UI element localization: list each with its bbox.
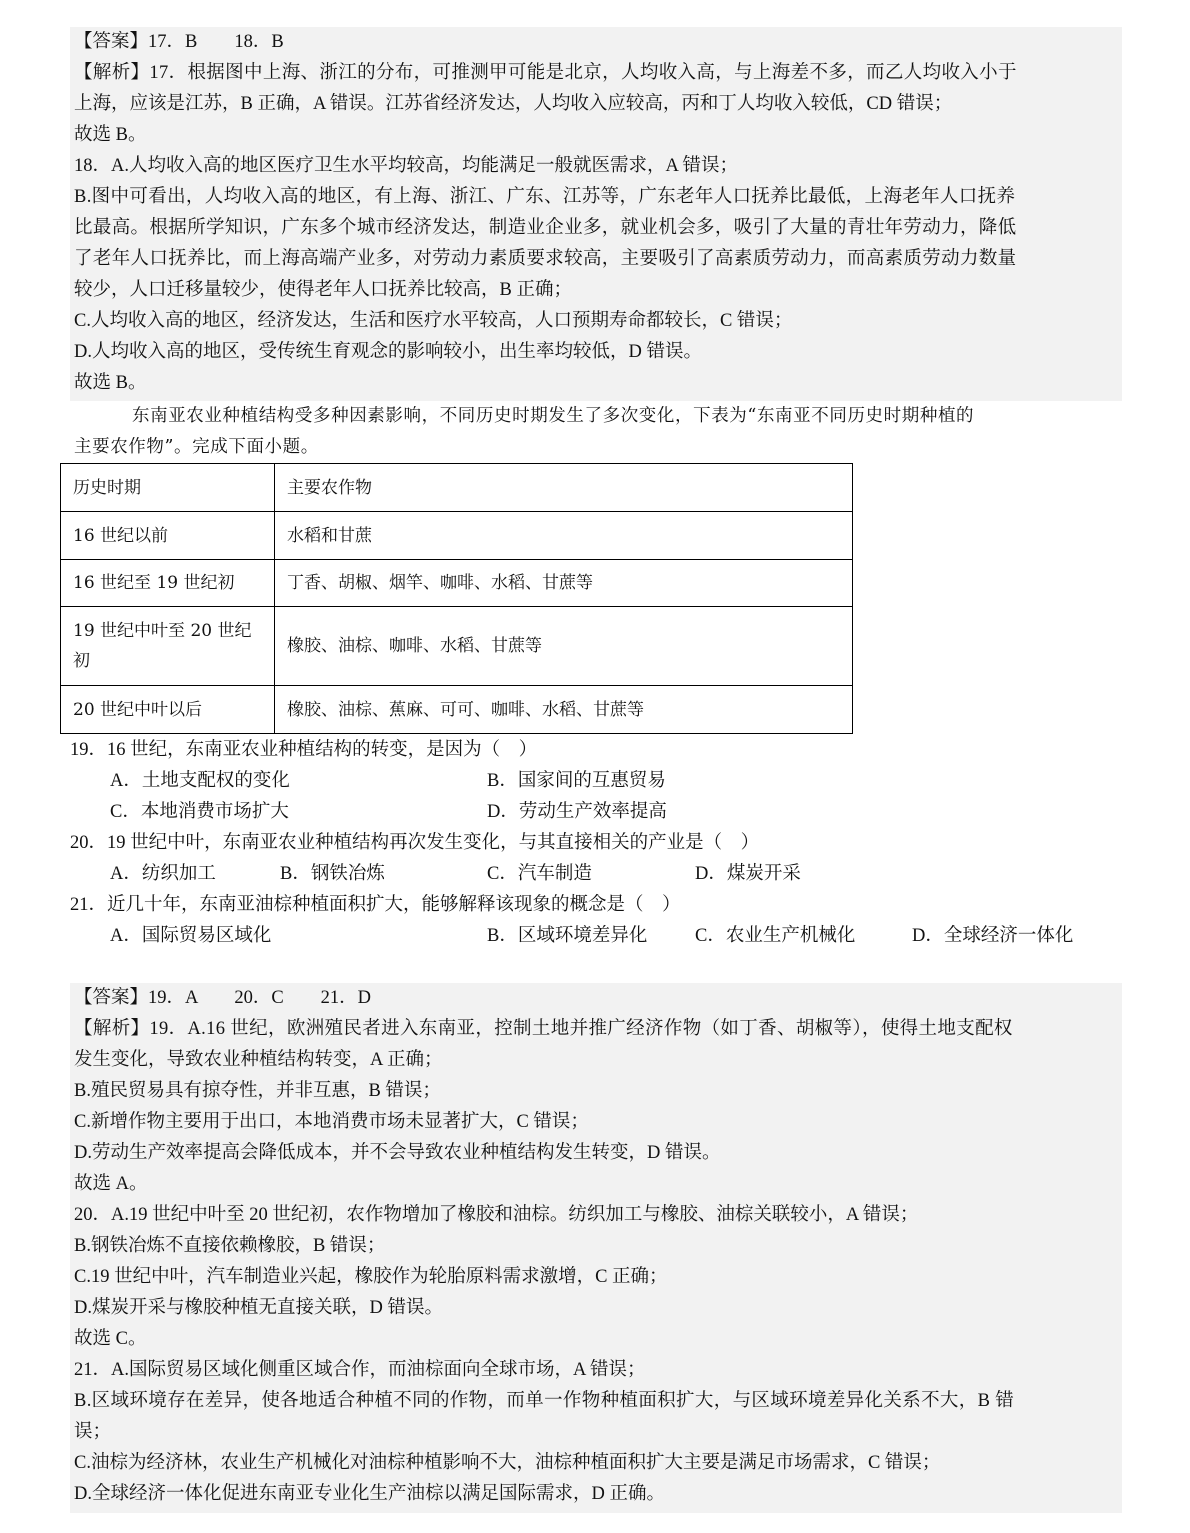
crops-table: [60, 463, 853, 734]
analysis-line: B.钢铁冶炼不直接依赖橡胶，B 错误；: [74, 1236, 386, 1256]
analysis-line: 【解析】17．根据图中上海、浙江的分布，可推测甲可能是北京，人均收入高，与上海差不多，而乙人均收入小于: [74, 63, 1017, 83]
question-intro: [74, 401, 1120, 463]
crops-cell: 水稻和甘蔗: [275, 512, 853, 560]
analysis-line: 21．A.国际贸易区域化侧重区域合作，而油棕面向全球市场，A 错误；: [74, 1360, 646, 1380]
analysis-line: C.新增作物主要用于出口，本地消费市场未显著扩大，C 错误；: [74, 1112, 589, 1132]
analysis-line: B.区域环境存在差异，使各地适合种植不同的作物，而单一作物种植面积扩大，与区域环境差异化关系不大，B 错: [74, 1391, 1015, 1411]
crops-cell: 橡胶、油棕、咖啡、水稻、甘蔗等: [275, 607, 853, 686]
crops-cell: 丁香、胡椒、烟竿、咖啡、水稻、甘蔗等: [275, 560, 853, 607]
analysis-line: 【解析】19．A.16 世纪，欧洲殖民者进入东南亚，控制土地并推广经济作物（如丁香、胡椒等），使得土地支配权: [74, 1019, 1013, 1039]
analysis-line: 发生变化，导致农业种植结构转变，A 正确；: [74, 1050, 443, 1070]
q21-option-a[interactable]: A．国际贸易区域化: [110, 926, 272, 946]
table-row: [61, 607, 853, 686]
question-19-stem: 19．16 世纪，东南亚农业种植结构的转变，是因为（ ）: [70, 740, 538, 760]
period-cell: 19 世纪中叶至 20 世纪初: [61, 607, 275, 686]
question-20-stem: 20．19 世纪中叶，东南亚农业种植结构再次发生变化，与其直接相关的产业是（ ）: [70, 833, 760, 853]
answer-line: 【答案】19．A 20．C 21．D: [74, 988, 372, 1008]
analysis-line: 上海，应该是江苏，B 正确，A 错误。江苏省经济发达，人均收入应较高，丙和丁人均收入较低，CD 错误；: [74, 94, 953, 114]
answer-line: 【答案】17．B 18．B: [74, 32, 284, 52]
analysis-line: D.劳动生产效率提高会降低成本，并不会导致农业种植结构发生转变，D 错误。: [74, 1143, 721, 1163]
analysis-line: B.图中可看出，人均收入高的地区，有上海、浙江、广东、江苏等，广东老年人口抚养比最低，上海老年人口抚养: [74, 187, 1016, 207]
q20-option-c[interactable]: C．汽车制造: [487, 864, 592, 884]
table-row: [61, 686, 853, 734]
analysis-line: C.19 世纪中叶，汽车制造业兴起，橡胶作为轮胎原料需求激增，C 正确；: [74, 1267, 668, 1287]
q20-option-d[interactable]: D．煤炭开采: [695, 864, 801, 884]
table-header-cell: 主要农作物: [275, 464, 853, 512]
table-header-row: [61, 464, 853, 512]
intro-line: 主要农作物”。完成下面小题。: [74, 437, 319, 457]
analysis-line: 故选 A。: [74, 1174, 148, 1194]
table-row: [61, 512, 853, 560]
analysis-line: D.人均收入高的地区，受传统生育观念的影响较小，出生率均较低，D 错误。: [74, 342, 702, 362]
q21-option-d[interactable]: D．全球经济一体化: [912, 926, 1074, 946]
q19-option-a[interactable]: A．土地支配权的变化: [110, 771, 290, 791]
q19-option-b[interactable]: B．国家间的互惠贸易: [487, 771, 666, 791]
period-cell: 20 世纪中叶以后: [61, 686, 275, 734]
analysis-line: 18．A.人均收入高的地区医疗卫生水平均较高，均能满足一般就医需求，A 错误；: [74, 156, 738, 176]
analysis-line: D.全球经济一体化促进东南亚专业化生产油棕以满足国际需求，D 正确。: [74, 1484, 665, 1504]
q19-option-d[interactable]: D．劳动生产效率提高: [487, 802, 667, 822]
analysis-line: 比最高。根据所学知识，广东多个城市经济发达，制造业企业多，就业机会多，吸引了大量的青壮年劳动力，降低: [74, 218, 1017, 238]
intro-line: 东南亚农业种植结构受多种因素影响，不同历史时期发生了多次变化，下表为“东南亚不同历史时期种植的: [132, 406, 975, 426]
answer-block-17-18: [70, 27, 1122, 401]
analysis-line: D.煤炭开采与橡胶种植无直接关联，D 错误。: [74, 1298, 443, 1318]
q20-option-b[interactable]: B．钢铁冶炼: [280, 864, 385, 884]
period-cell: 16 世纪至 19 世纪初: [61, 560, 275, 607]
analysis-line: 故选 C。: [74, 1329, 147, 1349]
analysis-line: 误；: [74, 1422, 112, 1442]
answer-block-19-21: [70, 983, 1122, 1513]
analysis-line: 较少，人口迁移量较少，使得老年人口抚养比较高，B 正确；: [74, 280, 572, 300]
analysis-line: 20．A.19 世纪中叶至 20 世纪初，农作物增加了橡胶和油棕。纺织加工与橡胶、油棕关联较小，A 错误；: [74, 1205, 919, 1225]
table-header-cell: 历史时期: [61, 464, 275, 512]
q19-option-c[interactable]: C．本地消费市场扩大: [110, 802, 289, 822]
q20-option-a[interactable]: A．纺织加工: [110, 864, 216, 884]
analysis-line: B.殖民贸易具有掠夺性，并非互惠，B 错误；: [74, 1081, 441, 1101]
crops-cell: 橡胶、油棕、蕉麻、可可、咖啡、水稻、甘蔗等: [275, 686, 853, 734]
q21-option-b[interactable]: B．区域环境差异化: [487, 926, 648, 946]
q21-option-c[interactable]: C．农业生产机械化: [695, 926, 856, 946]
question-21-stem: 21．近几十年，东南亚油棕种植面积扩大，能够解释该现象的概念是（ ）: [70, 895, 681, 915]
analysis-line: 故选 B。: [74, 125, 147, 145]
period-cell: 16 世纪以前: [61, 512, 275, 560]
analysis-line: C.油棕为经济林，农业生产机械化对油棕种植影响不大，油棕种植面积扩大主要是满足市场需求，C 错误；: [74, 1453, 941, 1473]
analysis-line: C.人均收入高的地区，经济发达，生活和医疗水平较高，人口预期寿命都较长，C 错误；: [74, 311, 793, 331]
table-row: [61, 560, 853, 607]
analysis-line: 故选 B。: [74, 373, 147, 393]
analysis-line: 了老年人口抚养比，而上海高端产业多，对劳动力素质要求较高，主要吸引了高素质劳动力，而高素质劳动力数量: [74, 249, 1017, 269]
